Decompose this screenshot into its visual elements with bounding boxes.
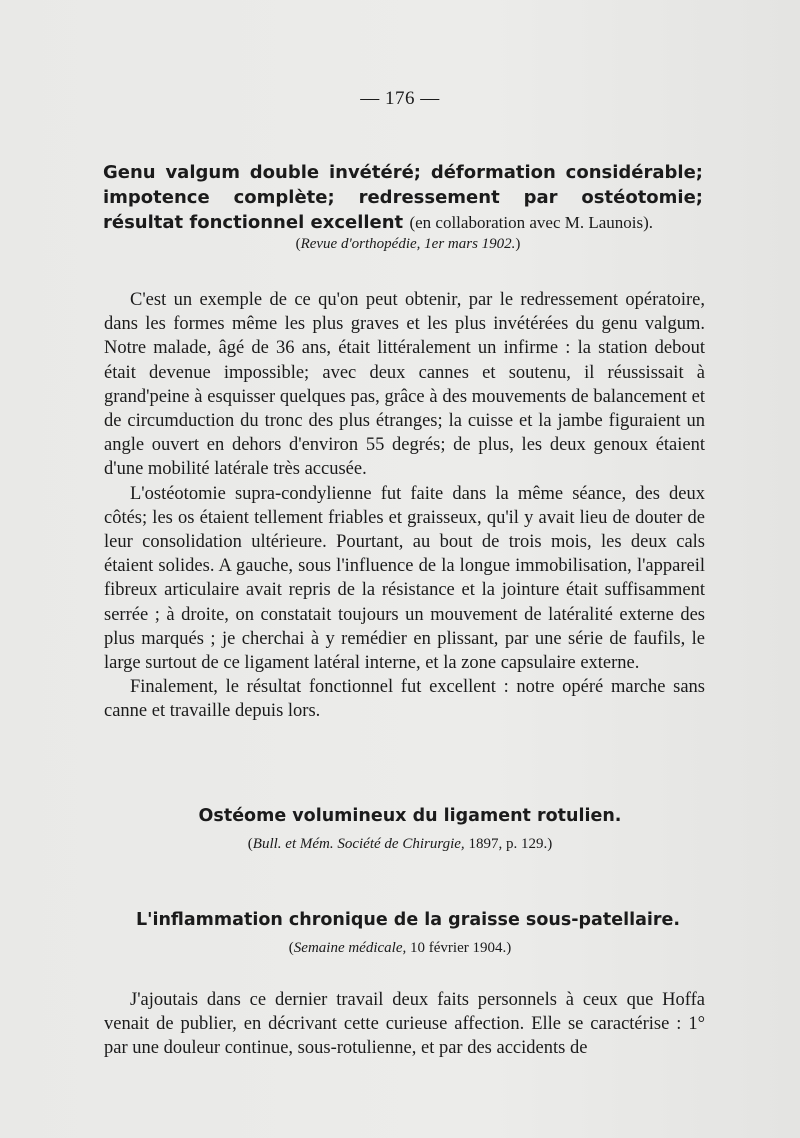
journal-reference-3: (Semaine médicale, 10 février 1904.) (288, 940, 512, 956)
article-title-text: Genu valgum double invétéré; déformation considérable; impotence complète; redressement par ostéotomie; résultat fonctionnel excellent (103, 162, 703, 233)
journal-reference-3-journal: Semaine médicale, (293, 940, 407, 956)
paragraph: J'ajoutais dans ce dernier travail deux faits personnels à ceux que Hoffa venait de publier, en décrivant cette curieuse affection. Elle se caractérise : 1° par une douleur continue, sous-rotulienne, et par des accidents de (104, 990, 705, 1059)
article-title-genu-valgum (103, 160, 703, 235)
journal-reference-2-journal: Bull. et Mém. Société de Chirurgie, (252, 836, 465, 852)
paragraph: L'ostéotomie supra-condylienne fut faite dans la même séance, des deux côtés; les os étaient tellement friables et graisseux, qu'il y avait lieu de douter de leur consolidation ultérieure. Pourtant, au bout de trois mois, les deux cals étaient solides. A gauche, sous l'influence de la longue immobilisation, l'appareil fibreux articulaire avait repris de la résistance et la jointure était suffisamment serrée ; à droite, on constatait toujours un mouvement de latéralité externe des plus marqués ; je cherchai à y remédier en plissant, par une série de faufils, le large surtout de ce ligament latéral interne, et la zone capsulaire externe. (104, 483, 705, 674)
collaboration-note: (en collaboration avec M. Launois). (409, 213, 654, 232)
journal-reference-1: (Revue d'orthopédie, 1er mars 1902.) (295, 236, 521, 252)
paragraph: Finalement, le résultat fonctionnel fut excellent : notre opéré marche sans canne et travaille depuis lors. (104, 677, 705, 722)
article-body-genu-valgum (104, 288, 705, 724)
article-title-inflammation: L'inflammation chronique de la graisse sous-patellaire. (135, 910, 681, 930)
journal-reference-3-detail: 10 février 1904.) (410, 940, 512, 956)
article-title-osteome: Ostéome volumineux du ligament rotulien. (198, 806, 622, 826)
page-number: — 176 — (360, 88, 440, 109)
journal-reference-1-text: Revue d'orthopédie, 1er mars 1902. (300, 236, 516, 252)
paragraph: C'est un exemple de ce qu'on peut obtenir, par le redressement opératoire, dans les formes même les plus graves et les plus invétérées du genu valgum. Notre malade, âgé de 36 ans, était littéralement un infirme : la station debout était devenue impossible; avec deux cannes et soutenu, il réussissait à grand'peine à esquisser quelques pas, grâce à des mouvements de balancement et de circumduction du tronc des plus étranges; la cuisse et la jambe figuraient un angle ouvert en dehors d'environ 55 degrés; de plus, les deux genoux étaient d'une mobilité latérale très accusée. (104, 290, 705, 480)
journal-reference-2: (Bull. et Mém. Société de Chirurgie, 1897, p. 129.) (247, 836, 553, 852)
journal-reference-2-detail: 1897, p. 129.) (468, 836, 553, 852)
article-body-inflammation (104, 988, 705, 1061)
